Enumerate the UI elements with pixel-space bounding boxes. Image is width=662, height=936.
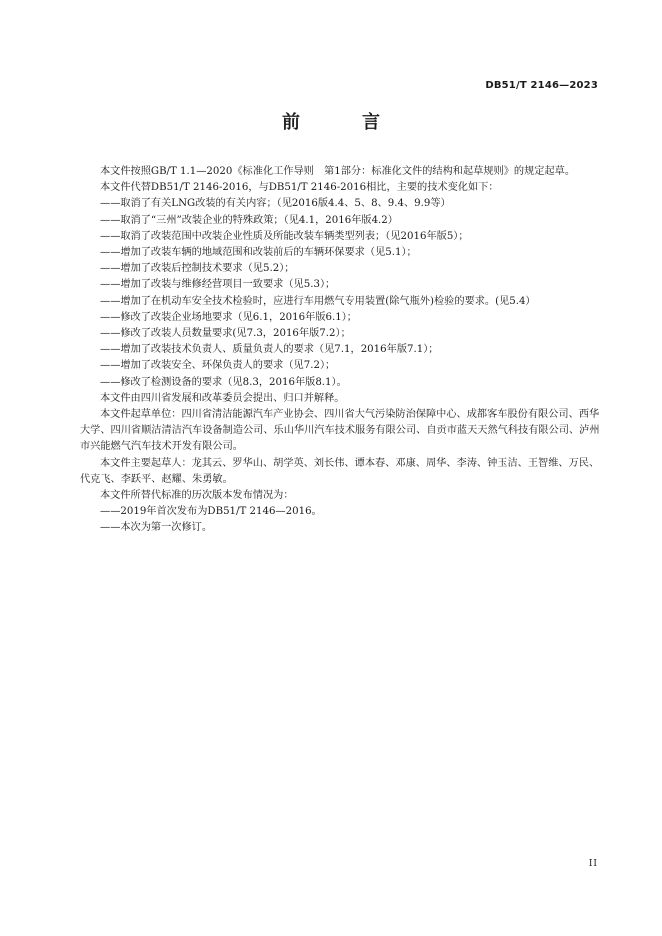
change-item: ——增加了改装与维修经营项目一致要求（见5.3）； [100, 279, 336, 291]
change-item: ——增加了在机动车安全技术检验时，应进行车用燃气专用装置(除气瓶外)检验的要求。(见5.4） [100, 295, 536, 307]
change-item: ——增加了改装车辆的地域范围和改装前后的车辆环保要求（见5.1）； [100, 247, 417, 259]
page-title: 前 言 [282, 112, 402, 133]
change-item: ——增加了改装安全、环保负责人的要求（见7.2）； [100, 360, 336, 372]
change-item: ——增加了改装技术负责人、质量负责人的要求（见7.1，2016年版7.1）； [100, 344, 439, 356]
change-item: ——取消了改装范围中改装企业性质及所能改装车辆类型列表；（见2016年版5）； [100, 230, 469, 242]
paragraph-proposer: 本文件由四川省发展和改革委员会提出、归口并解释。 [100, 392, 345, 404]
change-item: ——修改了检测设备的要求（见8.3，2016年版8.1）。 [100, 376, 347, 388]
paragraph-drafting-basis: 本文件按照GB/T 1.1—2020《标准化工作导则 第1部分：标准化文件的结构和起草规则》的规定起草。 [100, 166, 576, 177]
history-item: ——2019年首次发布为DB51/T 2146—2016。 [100, 506, 322, 518]
history-item: ——本次为第一次修订。 [100, 522, 213, 534]
standard-code: DB51/T 2146—2023 [485, 80, 598, 91]
paragraph-history-intro: 本文件所替代标准的历次版本发布情况为： [100, 490, 294, 502]
change-item: ——增加了改装后控制技术要求（见5.2）； [100, 263, 295, 275]
document-body [80, 164, 600, 537]
page-number: II [588, 859, 598, 869]
change-item: ——取消了“三州”改装企业的特殊政策；（见4.1，2016年版4.2） [100, 214, 398, 226]
change-item: ——修改了改装企业场地要求（见6.1，2016年版6.1）； [100, 311, 357, 323]
paragraph-replacement: 本文件代替DB51/T 2146-2016，与DB51/T 2146-2016相比，主要的技术变化如下： [100, 182, 499, 194]
change-item: ——修改了改装人员数量要求(见7.3，2016年版7.2）； [100, 328, 351, 340]
paragraph-drafters: 本文件主要起草人：龙其云、罗华山、胡学英、刘长伟、谭本春、邓康、周华、李涛、钟玉洁、王智维、万民、代克飞、李跃平、赵耀、朱勇敏。 [80, 457, 600, 485]
change-item: ——取消了有关LNG改装的有关内容；（见2016版4.4、5、8、9.4、9.9等） [100, 198, 451, 210]
paragraph-drafting-units: 本文件起草单位：四川省清洁能源汽车产业协会、四川省大气污染防治保障中心、成都客车股份有限公司、西华大学、四川省顺洁清洁汽车设备制造公司、乐山华川汽车技术服务有限公司、自贡市蓝天天然气科技有限公司、泸州市兴能燃气汽车技术开发有限公司。 [80, 409, 600, 453]
